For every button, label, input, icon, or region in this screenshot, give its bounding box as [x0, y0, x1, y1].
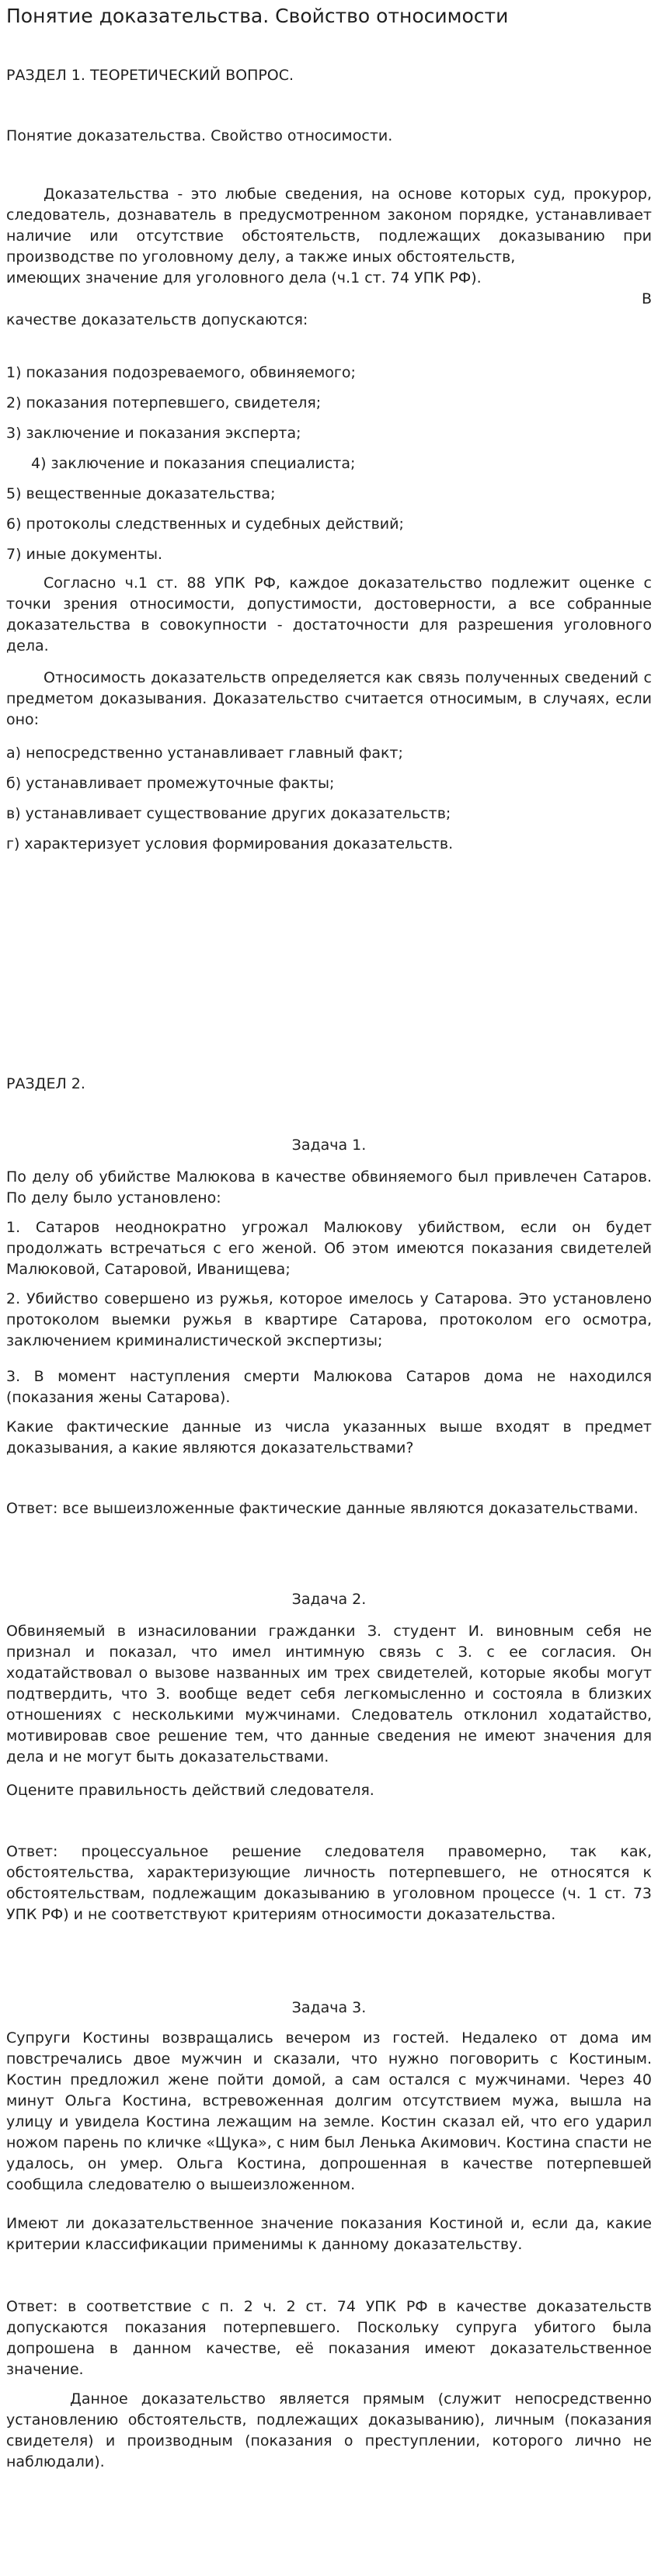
- admitted-in: В: [641, 290, 652, 307]
- task3-heading: Задача 3.: [291, 1999, 367, 2016]
- list-item: 3) заключение и показания эксперта;: [6, 425, 301, 442]
- task3-answer-continued: Данное доказательство является прямым (служит непосредственно установлению обстоятельств, подлежащих доказыванию), личным (показания свидетеля) и производным (показания о преступлении, которого лично не наблюдали).: [6, 2390, 652, 2470]
- task3-answer: Ответ: в соответствие с п. 2 ч. 2 ст. 74 УПК РФ в качестве доказательств допускаются показания потерпевшего. Поскольку супруга убитого была допрошена в данном качестве, её показания имеют доказательственное значение.: [6, 2298, 652, 2378]
- task1-point-2: 2. Убийство совершено из ружья, которое имелось у Сатарова. Это установлено протоколом выемки ружья в квартире Сатарова, протоколом его осмотра, заключением криминалистической экспертизы;: [6, 1290, 652, 1349]
- list-item: г) характеризует условия формирования доказательств.: [6, 835, 454, 852]
- task2-heading: Задача 2.: [291, 1591, 367, 1608]
- relevance-paragraph: Относимость доказательств определяется как связь полученных сведений с предметом доказывания. Доказательство считается относимым, в случаях, если оно:: [6, 669, 652, 728]
- section1-subtitle: Понятие доказательства. Свойство относимости.: [6, 127, 393, 144]
- list-item: 7) иные документы.: [6, 546, 163, 563]
- task3-body: Супруги Костины возвращались вечером из гостей. Недалеко от дома им повстречались двое мужчин и сказали, что нужно поговорить с Костиным. Костин предложил жене пойти домой, а сам остался с мужчинами. Через 40 минут Ольга Костина, встревоженная долгим отсутствием мужа, вышла на улицу и увидела Костина лежащим на земле. Костин сказал ей, что его ударил ножом парень по кличке «Щука», с ним был Ленька Акимович. Костина спасти не удалось, он умер. Ольга Костина, допрошенная в качестве потерпевшей сообщила следователю о вышеизложенном.: [6, 2029, 652, 2193]
- definition-paragraph-end: имеющих значение для уголовного дела (ч.1 ст. 74 УПК РФ).: [6, 269, 482, 286]
- task2-question: Оцените правильность действий следователя.: [6, 1782, 374, 1799]
- list-item: 1) показания подозреваемого, обвиняемого;: [6, 364, 356, 381]
- admitted-intro: качестве доказательств допускаются:: [6, 311, 308, 328]
- task1-point-1: 1. Сатаров неоднократно угрожал Малюкову убийством, если он будет продолжать встречаться с его женой. Об этом имеются показания свидетелей Малюковой, Сатаровой, Иванищева;: [6, 1219, 652, 1278]
- evaluation-paragraph: Согласно ч.1 ст. 88 УПК РФ, каждое доказательство подлежит оценке с точки зрения относимости, допустимости, достоверности, а все собранные доказательства в совокупности - достаточности для разрешения уголовного дела.: [6, 575, 652, 654]
- list-item: в) устанавливает существование других доказательств;: [6, 805, 451, 822]
- section2-heading: РАЗДЕЛ 2.: [6, 1075, 85, 1092]
- task1-answer: Ответ: все вышеизложенные фактические данные являются доказательствами.: [6, 1500, 639, 1517]
- task1-point-3: 3. В момент наступления смерти Малюкова Сатаров дома не находился (показания жены Сатарова).: [6, 1368, 652, 1406]
- list-item: 5) вещественные доказательства;: [6, 485, 276, 502]
- task2-body: Обвиняемый в изнасиловании гражданки З. студент И. виновным себя не признал и показал, что имел интимную связь с З. с ее согласия. Он ходатайствовал о вызове названных им трех свидетелей, которые якобы могут подтвердить, что З. вообще ведет себя легкомысленно и состояла в близких отношениях с несколькими мужчинами. Следователь отклонил ходатайство, мотивировав свое решение тем, что данные сведения не имеют значения для дела и не могут быть доказательствами.: [6, 1623, 652, 1765]
- task3-question: Имеют ли доказательственное значение показания Костиной и, если да, какие критерии классификации применимы к данному доказательству.: [6, 2215, 652, 2253]
- task2-answer: Ответ: процессуальное решение следователя правомерно, так как, обстоятельства, характеризующие личность потерпевшего, не относятся к обстоятельствам, подлежащим доказыванию в уголовном процессе (ч. 1 ст. 73 УПК РФ) и не соответствуют критериям относимости доказательства.: [6, 1843, 652, 1923]
- section1-heading: РАЗДЕЛ 1. ТЕОРЕТИЧЕСКИЙ ВОПРОС.: [6, 67, 294, 84]
- task1-heading: Задача 1.: [291, 1137, 367, 1154]
- list-item: а) непосредственно устанавливает главный факт;: [6, 745, 403, 762]
- task1-intro: По делу об убийстве Малюкова в качестве обвиняемого был привлечен Сатаров. По делу было установлено:: [6, 1168, 652, 1206]
- list-item: 4) заключение и показания специалиста;: [31, 455, 356, 472]
- list-item: б) устанавливает промежуточные факты;: [6, 775, 335, 792]
- definition-paragraph: Доказательства - это любые сведения, на основе которых суд, прокурор, следователь, дознаватель в предусмотренном законом порядке, устанавливает наличие или отсутствие обстоятельств, подлежащих доказыванию при производстве по уголовному делу, а также иных обстоятельств,: [6, 186, 652, 266]
- page-title: Понятие доказательства. Свойство относимости: [6, 5, 509, 27]
- list-item: 6) протоколы следственных и судебных действий;: [6, 516, 404, 533]
- task1-question: Какие фактические данные из числа указанных выше входят в предмет доказывания, а какие являются доказательствами?: [6, 1418, 652, 1456]
- list-item: 2) показания потерпевшего, свидетеля;: [6, 394, 322, 411]
